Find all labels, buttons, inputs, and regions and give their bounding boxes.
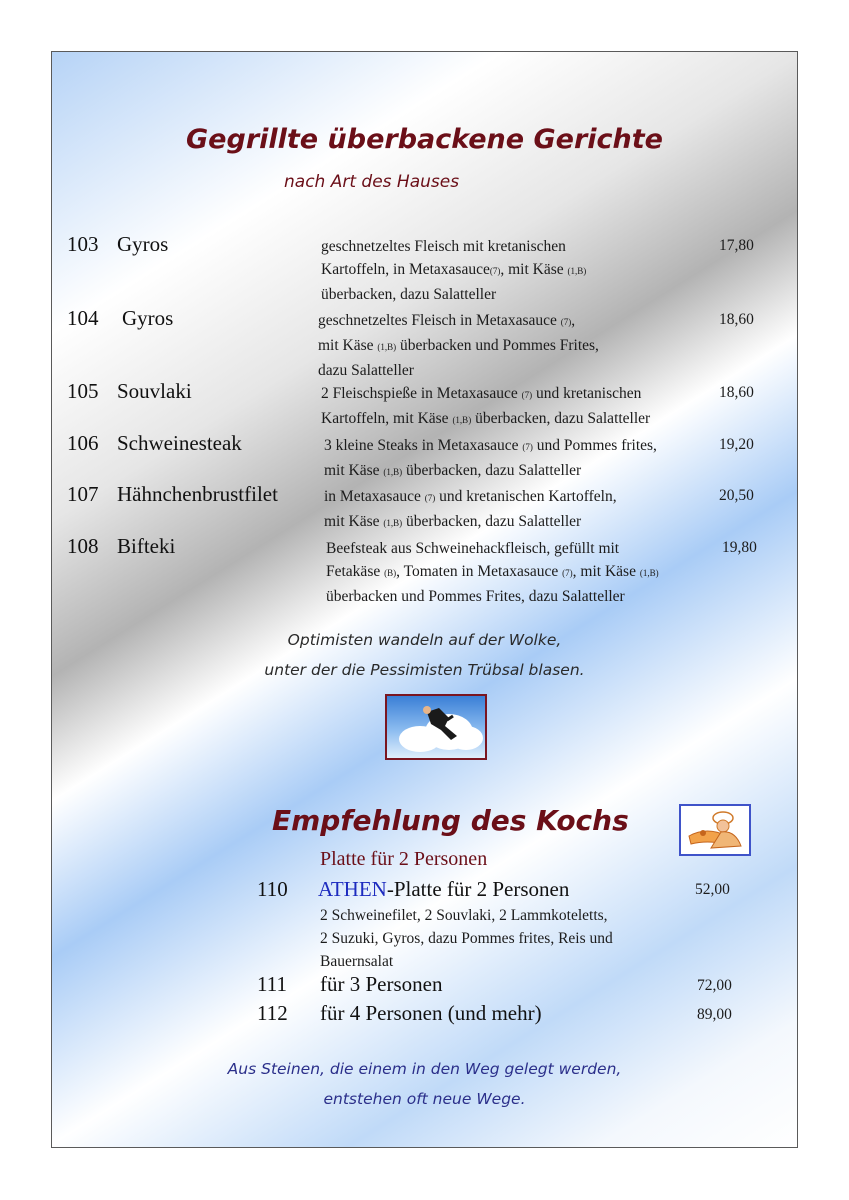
allergen-code: (1,B) [383, 518, 403, 528]
menu-item-107-price: 20,50 [719, 487, 754, 504]
recommendation-subtitle: Platte für 2 Personen [320, 848, 488, 870]
menu-item-105-name: 105 Souvlaki [67, 379, 192, 403]
allergen-code: (1,B) [567, 266, 587, 276]
allergen-code: (7) [489, 266, 501, 276]
menu-item-106-price: 19,20 [719, 436, 754, 453]
menu-item-104-price: 18,60 [719, 311, 754, 328]
chef-serving-food-icon [679, 804, 751, 856]
menu-item-103-price: 17,80 [719, 237, 754, 254]
allergen-code: (7) [424, 493, 436, 503]
menu-item-112-number: 112 [257, 1001, 288, 1025]
description-line: mit Käse (1,B) überbacken und Pommes Frites, [318, 337, 599, 354]
allergen-code: (7) [522, 442, 533, 452]
description-line: Beefsteak aus Schweinehackfleisch, gefüllt mit [326, 540, 620, 557]
allergen-code: (1,B) [383, 467, 403, 477]
description-line: geschnetzeltes Fleisch in Metaxasauce (7), [318, 312, 576, 329]
description-line: dazu Salatteller [318, 362, 414, 379]
section-title: Gegrillte überbackene Gerichte [186, 124, 663, 155]
section-subtitle: nach Art des Hauses [284, 172, 460, 192]
person-on-cloud-picture [385, 694, 487, 760]
menu-item-107-description [324, 485, 617, 535]
menu-item-106-description [324, 434, 657, 484]
menu-page [51, 51, 798, 1148]
allergen-code: (7) [562, 568, 573, 578]
menu-item-104-name: 104 Gyros [67, 306, 174, 330]
menu-item-107-name: 107 Hähnchenbrustfilet [67, 482, 278, 506]
menu-item-105-description [321, 382, 650, 432]
menu-item-108-price: 19,80 [722, 539, 757, 556]
description-line: überbacken und Pommes Frites, dazu Salatteller [326, 588, 625, 605]
quote-stones: Aus Steinen, die einem in den Weg gelegt werden, entstehen oft neue Wege. [227, 1060, 622, 1108]
menu-item-111-number: 111 [257, 972, 287, 996]
description-line: Kartoffeln, mit Käse (1,B) überbacken, dazu Salatteller [321, 410, 651, 427]
menu-item-111-label: für 3 Personen [320, 972, 443, 996]
description-line: 2 Fleischspieße in Metaxasauce (7) und kretanischen [321, 385, 642, 402]
menu-item-108-name: 108 Bifteki [67, 534, 176, 558]
description-line: überbacken, dazu Salatteller [321, 286, 497, 303]
menu-item-106-name: 106 Schweinesteak [67, 431, 242, 455]
quote-cloud: Optimisten wandeln auf der Wolke, unter der die Pessimisten Trübsal blasen. [264, 631, 585, 679]
allergen-code: (7) [560, 317, 572, 327]
menu-item-112-price: 89,00 [697, 1006, 732, 1023]
menu-item-108-description [326, 537, 659, 608]
allergen-code: (1,B) [639, 568, 659, 578]
menu-item-110-description: 2 Schweinefilet, 2 Souvlaki, 2 Lammkoteletts, 2 Suzuki, Gyros, dazu Pommes frites, Reis und Bauernsalat [320, 907, 613, 970]
description-line: in Metaxasauce (7) und kretanischen Kartoffeln, [324, 488, 617, 505]
description-line: geschnetzeltes Fleisch mit kretanischen [321, 238, 566, 255]
allergen-code: (7) [521, 390, 533, 400]
menu-item-110-number: 110 [257, 877, 288, 901]
recommendation-title: Empfehlung des Kochs [272, 804, 629, 837]
description-line: 3 kleine Steaks in Metaxasauce (7) und Pommes frites, [324, 437, 657, 454]
description-line: mit Käse (1,B) überbacken, dazu Salatteller [324, 462, 582, 479]
menu-item-105-price: 18,60 [719, 384, 754, 401]
menu-item-103-description [321, 235, 586, 306]
menu-item-103-name: 103 Gyros [67, 232, 169, 256]
description-line: Kartoffeln, in Metaxasauce(7), mit Käse (1,B) [321, 261, 587, 278]
allergen-code: (B) [384, 568, 397, 578]
description-line: Fetakäse (B), Tomaten in Metaxasauce (7), mit Käse (1,B) [326, 563, 659, 580]
allergen-code: (1,B) [377, 342, 397, 352]
menu-item-112-label: für 4 Personen (und mehr) [320, 1001, 542, 1025]
menu-item-104-description [318, 309, 599, 382]
allergen-code: (1,B) [452, 415, 472, 425]
menu-item-110-price: 52,00 [695, 881, 730, 898]
menu-item-110-name: ATHEN-Platte für 2 Personen [318, 877, 570, 901]
menu-item-111-price: 72,00 [697, 977, 732, 994]
description-line: mit Käse (1,B) überbacken, dazu Salatteller [324, 513, 582, 530]
